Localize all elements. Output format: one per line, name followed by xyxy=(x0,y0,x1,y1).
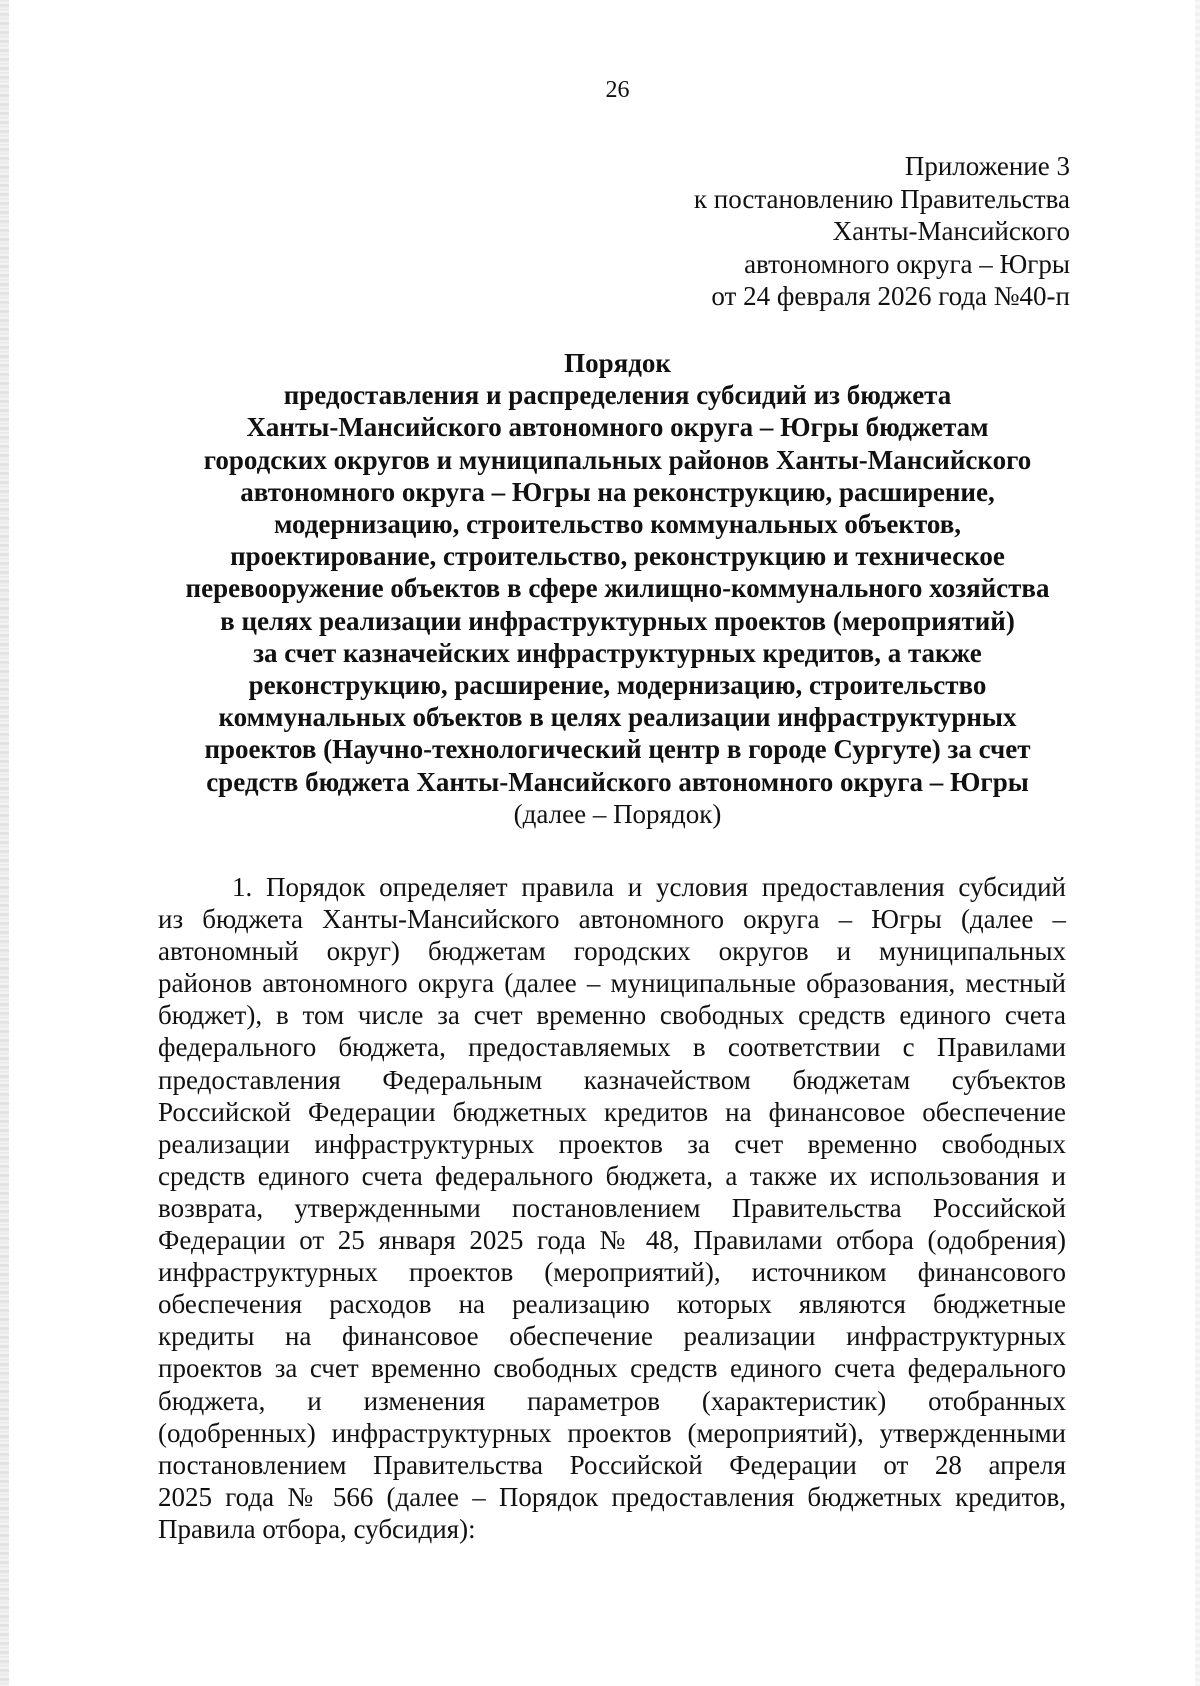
body-line: Федерации от 25 января 2025 года № 48, Правилами отбора (одобрения) xyxy=(158,1225,1066,1256)
body-line: реализации инфраструктурных проектов за счет временно свободных xyxy=(158,1128,1066,1159)
appendix-line: Ханты-Мансийского xyxy=(832,216,1070,246)
title-line: реконструкцию, расширение, модернизацию, строительство xyxy=(248,670,987,701)
body-line: (одобренных) инфраструктурных проектов (мероприятий), утвержденными xyxy=(158,1417,1066,1448)
title-line: проектирование, строительство, реконструкцию и техническое xyxy=(230,541,1005,572)
body-line: автономный округ) бюджетам городских округов и муниципальных xyxy=(158,936,1066,967)
title-line: Ханты-Мансийского автономного округа – Югры бюджетам xyxy=(246,412,989,443)
body-line: 1. Порядок определяет правила и условия предоставления субсидий xyxy=(232,872,1066,902)
appendix-line: от 24 февраля 2026 года №40-п xyxy=(711,281,1070,311)
body-line: бюджета, и изменения параметров (характеристик) отобранных xyxy=(158,1385,1066,1416)
body-line: 2025 года № 566 (далее – Порядок предоставления бюджетных кредитов, xyxy=(158,1481,1066,1512)
title-line: проектов (Научно-технологический центр в городе Сургуте) за счет xyxy=(204,734,1031,765)
title-note: (далее – Порядок) xyxy=(513,798,722,829)
document-title xyxy=(0,347,1200,830)
title-line: модернизацию, строительство коммунальных объектов, xyxy=(273,509,962,540)
body-line: федерального бюджета, предоставляемых в соответствии с Правилами xyxy=(158,1032,1066,1063)
title-line: за счет казначейских инфраструктурных кредитов, а также xyxy=(253,637,982,668)
body-line: возврата, утвержденными постановлением Правительства Российской xyxy=(158,1192,1066,1223)
appendix-block xyxy=(694,150,1070,313)
body-line: постановлением Правительства Российской Федерации от 28 апреля xyxy=(158,1449,1066,1480)
body-line: районов автономного округа (далее – муниципальные образования, местный xyxy=(158,968,1066,999)
title-line: перевооружение объектов в сфере жилищно-коммунального хозяйства xyxy=(185,573,1050,604)
title-line: предоставления и распределения субсидий из бюджета xyxy=(283,380,952,411)
appendix-line: автономного округа – Югры xyxy=(744,248,1070,279)
scan-edge-left xyxy=(0,0,9,1686)
title-heading: Порядок xyxy=(564,348,671,378)
body-line: обеспечения расходов на реализацию которых являются бюджетные xyxy=(158,1289,1066,1320)
title-line: коммунальных объектов в целях реализации инфраструктурных xyxy=(218,702,1017,733)
title-line: средств бюджета Ханты-Мансийского автономного округа – Югры xyxy=(206,766,1029,797)
body-line: кредиты на финансовое обеспечение реализации инфраструктурных xyxy=(158,1321,1066,1352)
body-line: из бюджета Ханты-Мансийского автономного округа – Югры (далее – xyxy=(158,904,1066,935)
appendix-line: к постановлению Правительства xyxy=(693,183,1070,214)
body-line: бюджет), в том числе за счет временно свободных средств единого счета xyxy=(158,1000,1066,1031)
scan-edge-right xyxy=(1195,0,1200,1686)
title-line: автономного округа – Югры на реконструкцию, расширение, xyxy=(240,476,995,507)
body-line: средств единого счета федерального бюджета, а также их использования и xyxy=(158,1160,1066,1191)
body-line: Правила отбора, субсидия): xyxy=(158,1513,476,1544)
body-line: Российской Федерации бюджетных кредитов на финансовое обеспечение xyxy=(158,1096,1066,1127)
body-line: проектов за счет временно свободных средств единого счета федерального xyxy=(158,1353,1066,1384)
title-line: городских округов и муниципальных районов Ханты-Мансийского xyxy=(203,444,1032,475)
body-line: предоставления Федеральным казначейством бюджетам субъектов xyxy=(158,1064,1066,1095)
body-line: инфраструктурных проектов (мероприятий), источником финансового xyxy=(158,1257,1066,1288)
page-number: 26 xyxy=(605,77,630,103)
title-line: в целях реализации инфраструктурных проектов (мероприятий) xyxy=(220,605,1015,636)
body-paragraph xyxy=(158,871,1066,1545)
appendix-line: Приложение 3 xyxy=(904,151,1070,181)
